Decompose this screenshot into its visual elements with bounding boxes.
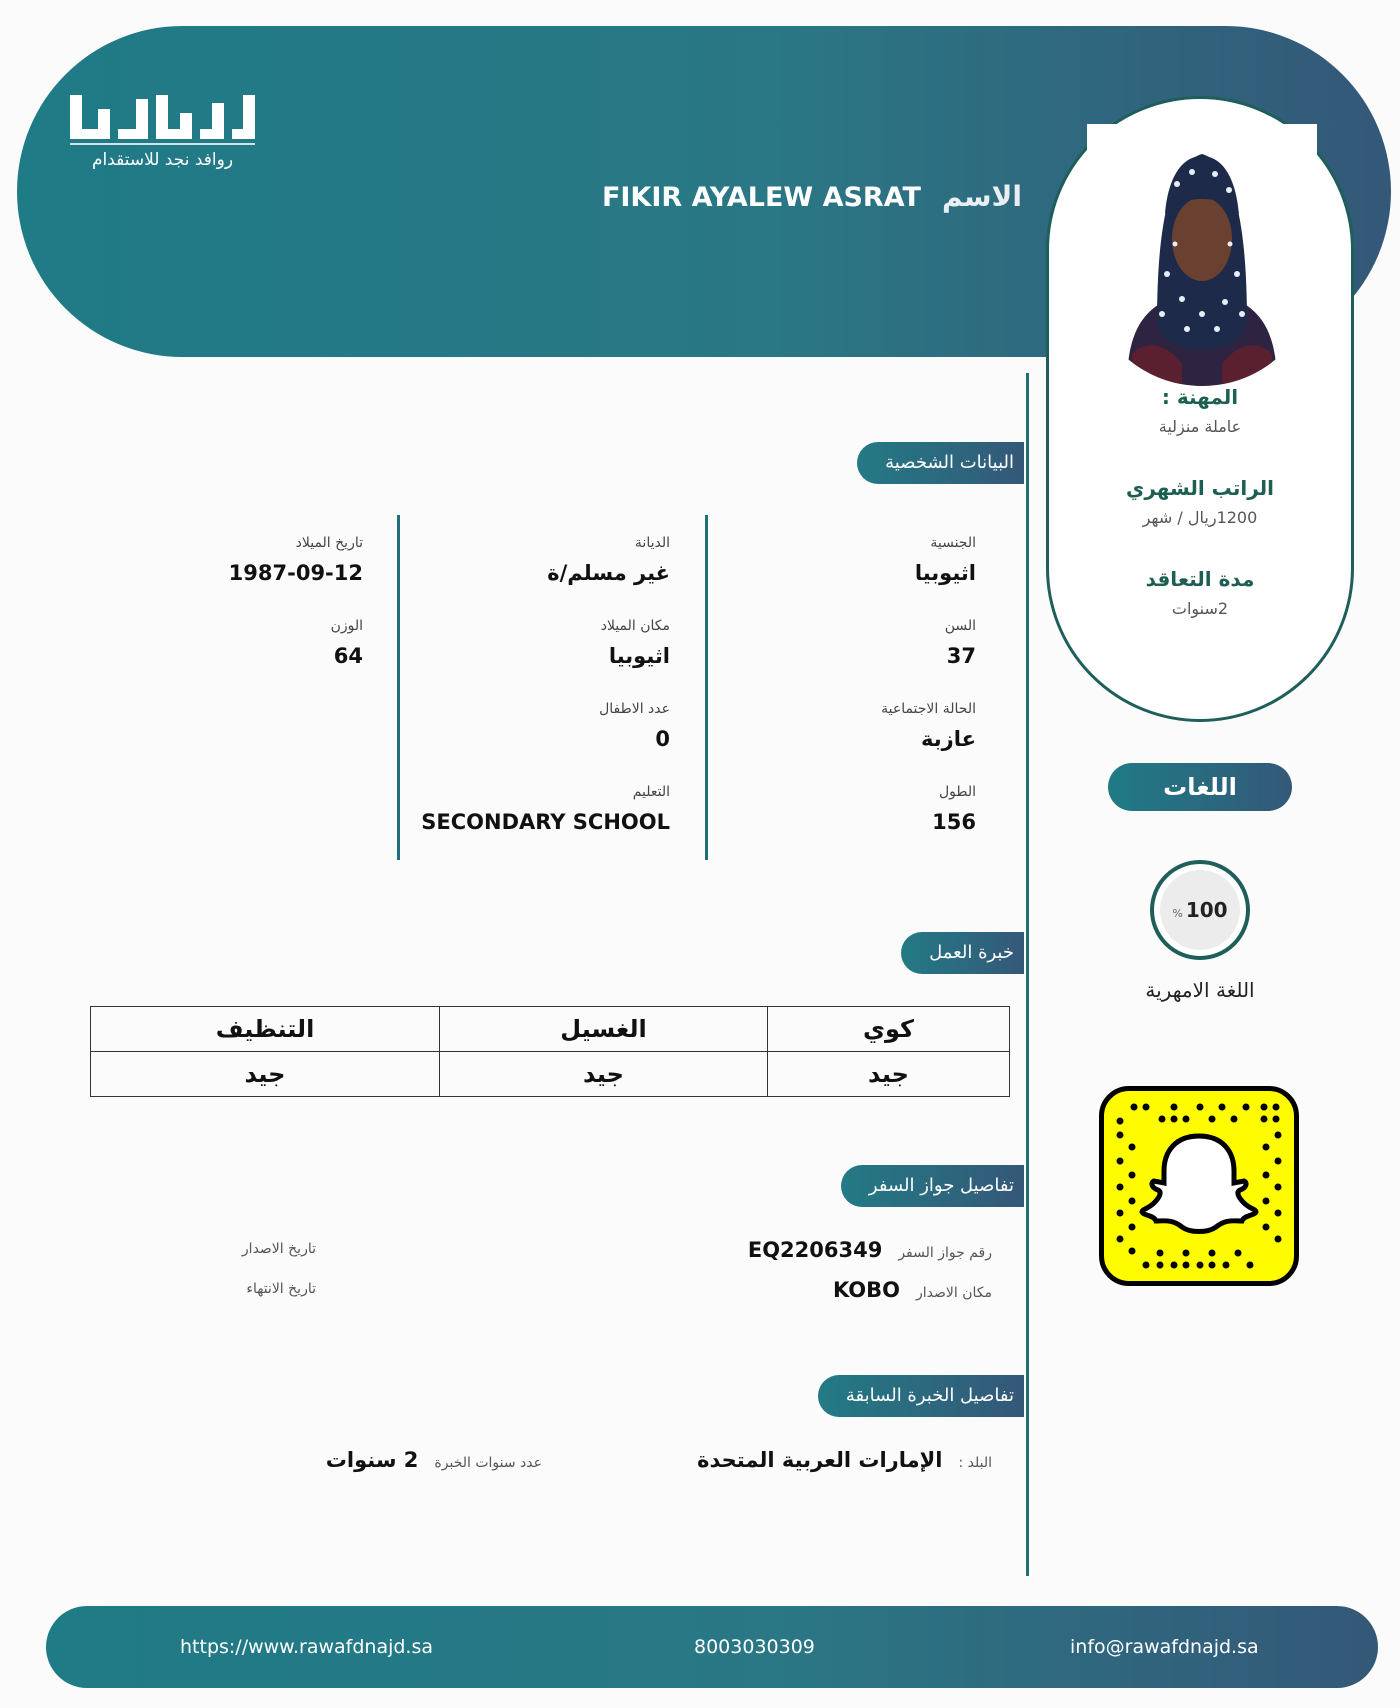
profile-card [1046,96,1354,722]
portrait-image [1087,124,1317,386]
column-divider [397,515,400,860]
skill-header: الغسيل [440,1007,768,1052]
section-previous-experience: تفاصيل الخبرة السابقة [818,1375,1024,1417]
company-logo [70,95,255,170]
timeline-line [1026,373,1029,1576]
field-value: اثيوبيا [914,561,976,585]
field-value: 37 [946,644,976,668]
section-personal: البيانات الشخصية [857,442,1024,484]
snapcode-image [1104,1091,1294,1281]
passport-place-value: KOBO [832,1278,900,1302]
footer-phone[interactable]: 8003030309 [694,1636,815,1658]
field-value: 0 [655,727,670,751]
field-value: 1987-09-12 [228,561,363,585]
field-value: 64 [333,644,363,668]
column-divider [705,515,708,860]
name-row [602,180,1022,213]
logo-rule [70,143,255,145]
salary-title: الراتب الشهري [1126,476,1274,500]
field-value: اثيوبيا [608,644,670,668]
field-label: مكان الميلاد [600,618,670,634]
passport-issue-label: تاريخ الاصدار [241,1241,316,1257]
skill-value: جيد [440,1052,768,1097]
languages-title: اللغات [1108,763,1292,811]
skill-value: جيد [91,1052,440,1097]
language-name: اللغة الامهرية [1145,978,1255,1002]
passport-number-row [748,1238,992,1262]
profession-block [1049,385,1351,436]
passport-place-row [833,1278,992,1302]
contract-block [1049,567,1351,618]
previous-country-value: الإمارات العربية المتحدة [697,1448,943,1472]
previous-country-row [697,1448,992,1472]
field-marital-status [881,701,976,751]
profile-photo [1087,124,1317,386]
footer-website-link[interactable]: https://www.rawafdnajd.sa [180,1636,434,1658]
field-value: غير مسلم/ة [547,561,670,585]
field-birthplace [601,618,670,668]
passport-issue-row [226,1238,316,1257]
field-label: عدد الاطفال [599,701,670,717]
skills-table [90,1006,1010,1097]
snapcode[interactable] [1099,1086,1299,1286]
field-label: الجنسية [930,535,976,551]
field-religion [547,535,670,585]
previous-years-label: عدد سنوات الخبرة [434,1455,542,1471]
percent-sign: % [1172,907,1183,920]
logo-mark [70,95,255,139]
previous-years-row [326,1448,542,1472]
field-label: تاريخ الميلاد [295,535,363,551]
profession-title: المهنة : [1161,385,1239,409]
logo-text: روافد نجد للاستقدام [91,150,234,170]
contract-value: 2سنوات [1171,599,1229,618]
salary-block [1049,476,1351,527]
field-label: الطول [938,784,976,800]
table-row [91,1007,1010,1052]
name-label: الاسم [942,180,1022,213]
skill-value: جيد [768,1052,1010,1097]
section-passport: تفاصيل جواز السفر [841,1165,1024,1207]
salary-value: 1200ريال / شهر [1142,508,1258,527]
field-age [945,618,976,668]
field-label: الوزن [330,618,363,634]
table-row [91,1052,1010,1097]
profession-value: عاملة منزلية [1158,417,1242,436]
field-nationality [915,535,976,585]
previous-country-label: البلد : [958,1455,992,1471]
footer-email-link[interactable]: info@rawafdnajd.sa [1070,1636,1259,1658]
skill-header: التنظيف [91,1007,440,1052]
passport-place-label: مكان الاصدار [916,1285,992,1301]
field-label: الديانة [634,535,670,551]
skill-header: كوي [768,1007,1010,1052]
field-weight [331,618,363,668]
field-education [421,784,670,834]
language-level-ring [1150,860,1250,960]
field-label: التعليم [632,784,670,800]
passport-number-value: EQ2206349 [747,1238,883,1262]
language-percent: 100 [1185,898,1228,922]
name-value: FIKIR AYALEW ASRAT [601,182,921,213]
field-label: الحالة الاجتماعية [881,701,976,717]
field-children [599,701,670,751]
passport-expiry-label: تاريخ الانتهاء [246,1281,316,1297]
field-value: عازبة [921,727,976,751]
contract-title: مدة التعاقد [1145,567,1255,591]
field-value: SECONDARY SCHOOL [421,810,670,834]
passport-number-label: رقم جواز السفر [898,1245,992,1261]
field-label: السن [944,618,976,634]
passport-expiry-row [230,1278,316,1297]
previous-years-value: 2 سنوات [325,1448,419,1472]
field-height [932,784,976,834]
language-level [1160,870,1240,950]
field-value: 156 [932,810,976,834]
section-experience: خبرة العمل [901,932,1024,974]
field-birthdate [229,535,363,585]
